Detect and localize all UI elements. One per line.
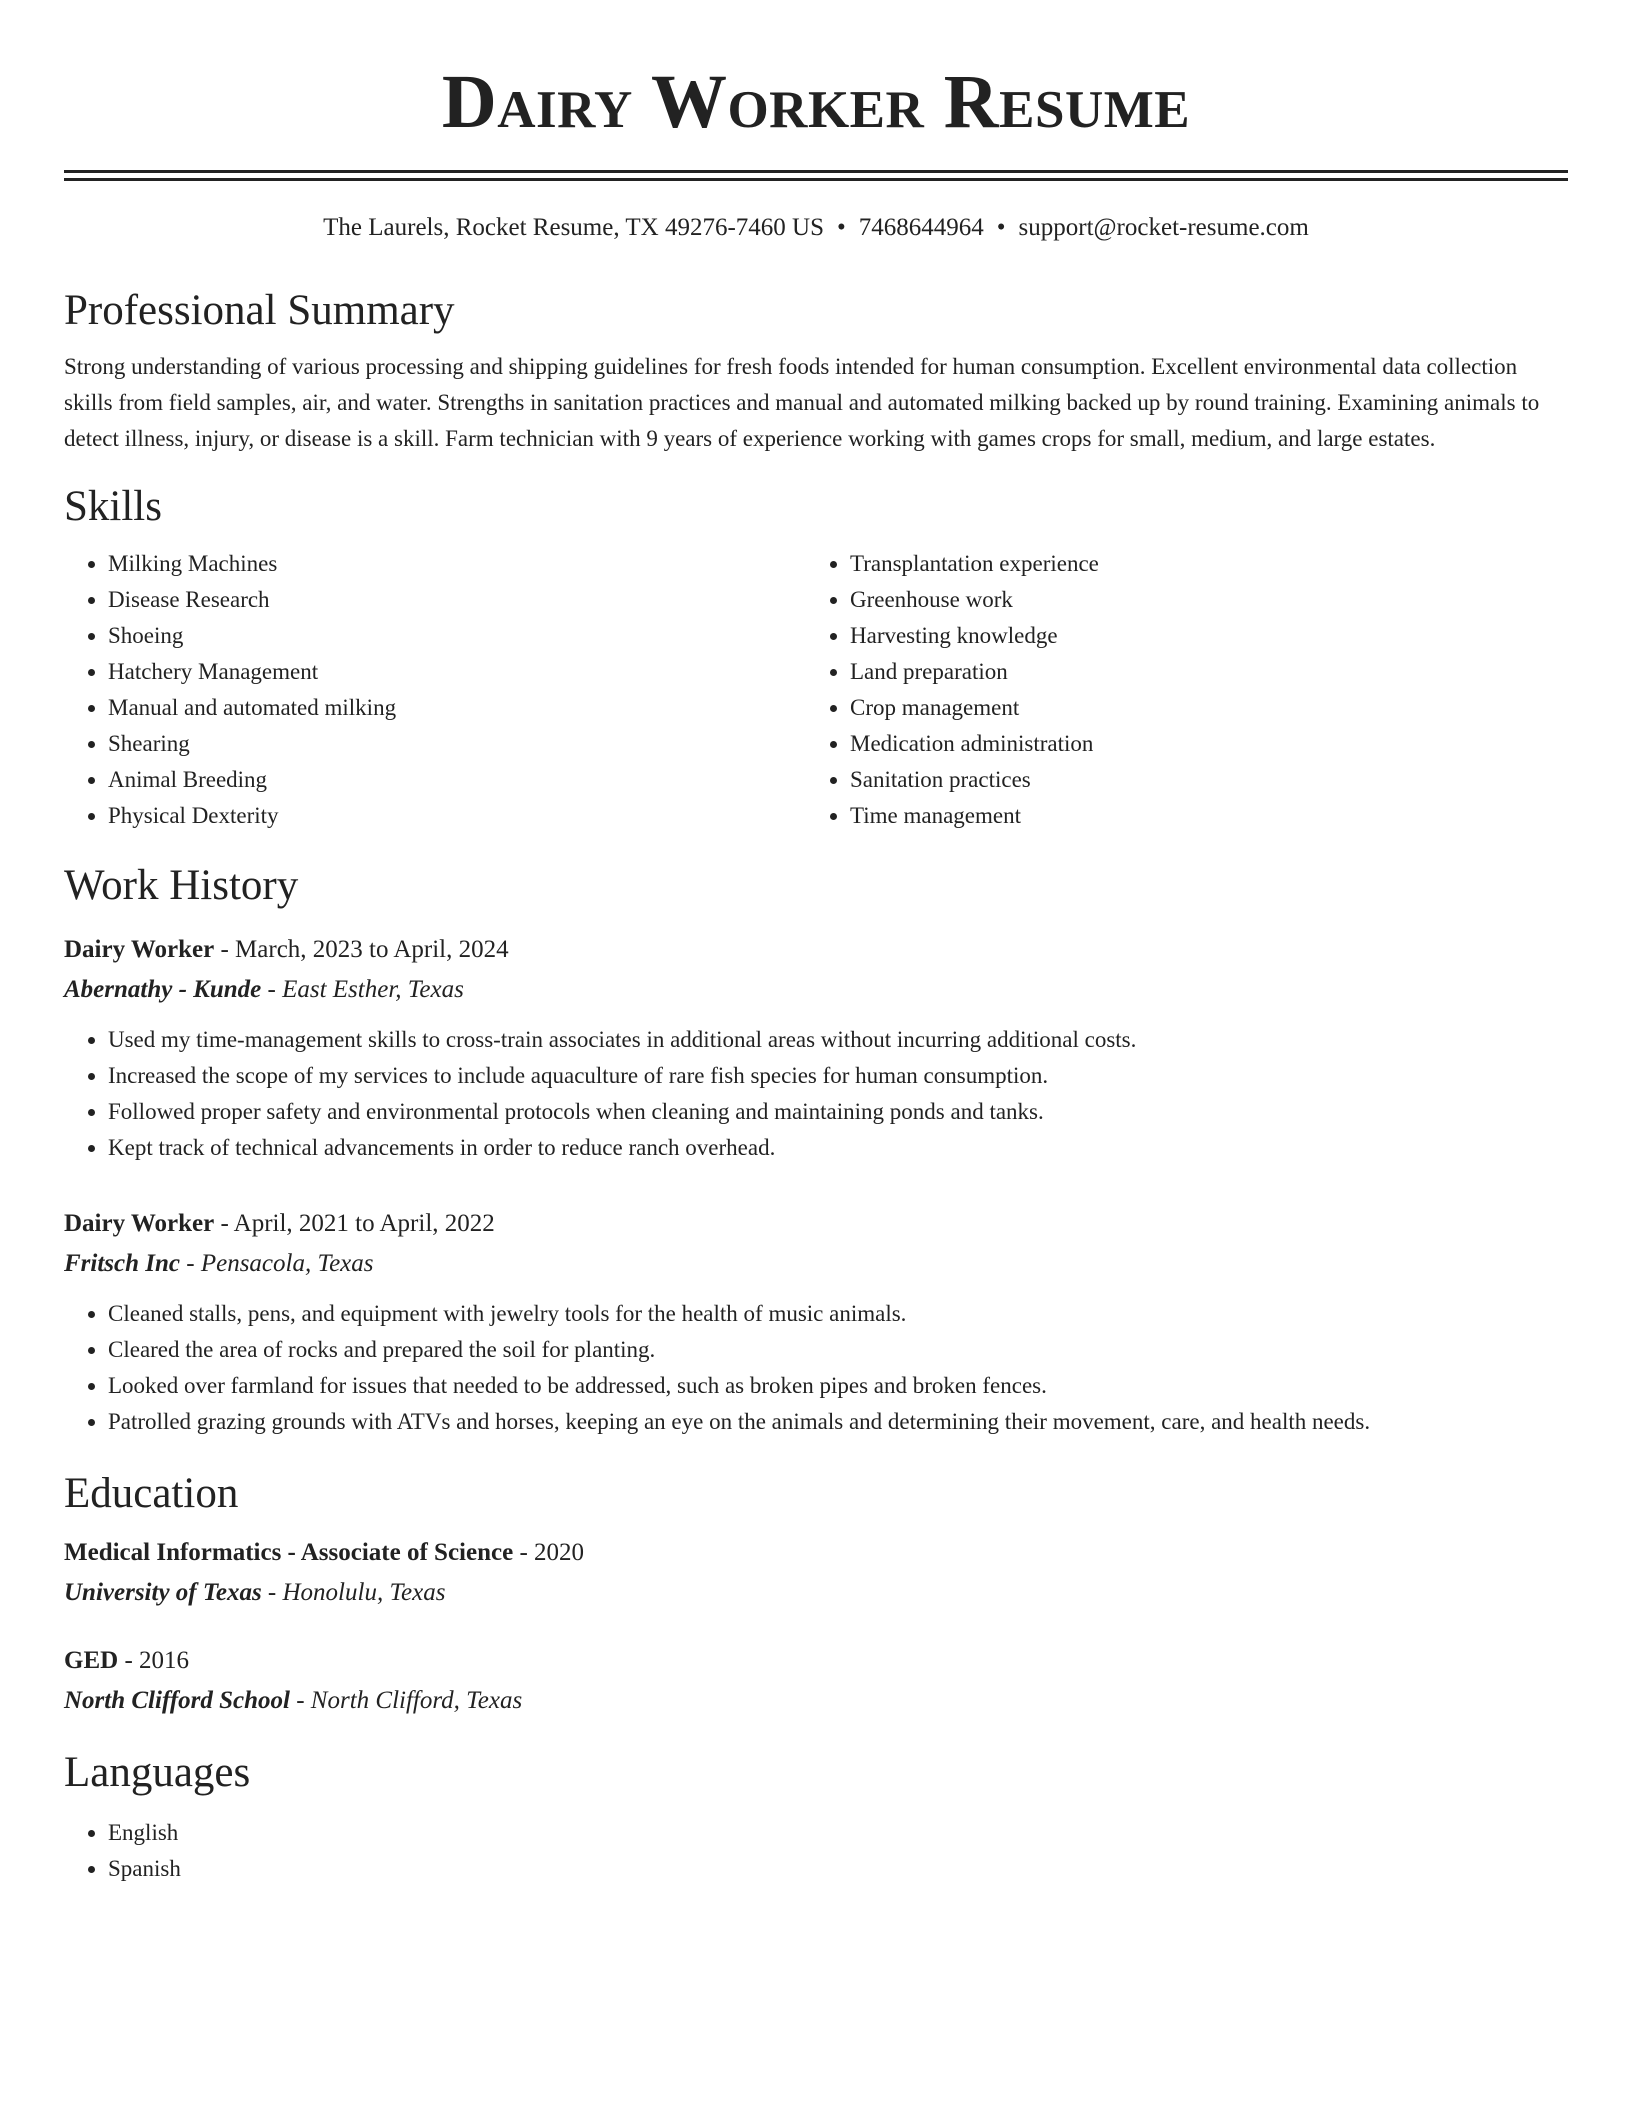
education-heading: Education [64, 1469, 239, 1517]
job-duty-item: • Patrolled grazing grounds with ATVs and horses, keeping an eye on the animals and determining their movement, care, and health needs. [108, 1404, 1568, 1440]
skill-item: • Transplantation experience [850, 546, 1548, 582]
degree: GED [64, 1647, 119, 1675]
contact-separator: • [996, 214, 1006, 241]
degree: Medical Informatics - Associate of Science [64, 1539, 514, 1567]
contact-phone: 7468644964 [858, 214, 984, 241]
job-location: - East Esther, Texas [261, 975, 464, 1003]
skill-item: • Sanitation practices [850, 762, 1548, 798]
job-duty-item: • Increased the scope of my services to include aquaculture of rare fish species for human consumption. [108, 1058, 1568, 1094]
job-company: Fritsch Inc [64, 1249, 181, 1277]
skill-item: • Time management [850, 798, 1548, 834]
skill-item: • Medication administration [850, 726, 1548, 762]
resume-title: Dairy Worker Resume [441, 60, 1191, 144]
skill-item: • Greenhouse work [850, 582, 1548, 618]
skills-column-right [806, 546, 1548, 834]
job-title-line [64, 930, 1568, 970]
language-item: • Spanish [108, 1851, 1568, 1887]
skills-list-left [64, 546, 806, 834]
skill-item: • Hatchery Management [108, 654, 806, 690]
job-duty-item: • Used my time-management skills to cross-train associates in additional areas without incurring additional costs. [108, 1022, 1568, 1058]
languages-section [64, 1747, 1568, 1887]
job-location: - Pensacola, Texas [180, 1249, 374, 1277]
skills-list-right [806, 546, 1548, 834]
education-section [64, 1468, 1568, 1722]
graduation-year: - 2016 [118, 1647, 190, 1675]
skill-item: • Harvesting knowledge [850, 618, 1548, 654]
job-duty-item: • Cleared the area of rocks and prepared the soil for planting. [108, 1332, 1568, 1368]
school-line [64, 1573, 1568, 1613]
job-entry [64, 1204, 1568, 1440]
work-history-section [64, 860, 1568, 1440]
school-location: - Honolulu, Texas [261, 1579, 446, 1607]
language-item: • English [108, 1815, 1568, 1851]
education-entry [64, 1533, 1568, 1613]
work-history-heading: Work History [64, 862, 299, 910]
summary-text: Strong understanding of various processing and shipping guidelines for fresh foods intended for human consumption. Excellent environmental data collection skills from field samples, air, and water. Strengths in sanitation practices and manual and automated milking backed up by round training. Examining animals to detect illness, injury, or disease is a skill. Farm technician with 9 years of experience working with games crops for small, medium, and large estates. [64, 353, 1540, 451]
job-company: Abernathy - Kunde [64, 975, 262, 1003]
job-title: Dairy Worker [64, 935, 215, 963]
job-dates: - April, 2021 to April, 2022 [214, 1209, 495, 1237]
job-duties-list [64, 1296, 1568, 1440]
languages-heading: Languages [64, 1749, 251, 1797]
job-title: Dairy Worker [64, 1209, 215, 1237]
degree-line [64, 1533, 1568, 1573]
skills-column-left [64, 546, 806, 834]
contact-separator: • [837, 214, 846, 241]
skill-item: • Animal Breeding [108, 762, 806, 798]
job-company-line [64, 1244, 1568, 1284]
graduation-year: - 2020 [513, 1539, 585, 1567]
skill-item: • Shearing [108, 726, 806, 762]
school-name: University of Texas [64, 1579, 262, 1607]
job-duty-item: • Looked over farmland for issues that needed to be addressed, such as broken pipes and broken fences. [108, 1368, 1568, 1404]
job-duty-item: • Kept track of technical advancements in order to reduce ranch overhead. [108, 1130, 1568, 1166]
skill-item: • Crop management [850, 690, 1548, 726]
contact-line [64, 213, 1568, 243]
job-duty-item: • Followed proper safety and environmental protocols when cleaning and maintaining ponds and tanks. [108, 1094, 1568, 1130]
skill-item: • Disease Research [108, 582, 806, 618]
summary-heading: Professional Summary [64, 287, 455, 334]
contact-email: support@rocket-resume.com [1018, 214, 1309, 241]
job-company-line [64, 970, 1568, 1010]
skill-item: • Physical Dexterity [108, 798, 806, 834]
skill-item: • Milking Machines [108, 546, 806, 582]
degree-line [64, 1641, 1568, 1681]
education-entry [64, 1641, 1568, 1721]
skills-section [64, 481, 1568, 835]
job-duty-item: • Cleaned stalls, pens, and equipment with jewelry tools for the health of music animals. [108, 1296, 1568, 1332]
job-duties-list [64, 1022, 1568, 1166]
title-divider [64, 170, 1568, 181]
skill-item: • Manual and automated milking [108, 690, 806, 726]
job-entry [64, 930, 1568, 1166]
skills-heading: Skills [64, 482, 162, 530]
skills-columns [64, 546, 1568, 834]
skill-item: • Shoeing [108, 618, 806, 654]
summary-section [64, 285, 1568, 457]
school-line [64, 1681, 1568, 1721]
languages-list [64, 1815, 1568, 1887]
contact-address: The Laurels, Rocket Resume, TX 49276-7460 US [323, 214, 824, 241]
school-location: - North Clifford, Texas [289, 1687, 523, 1715]
job-dates: - March, 2023 to April, 2024 [214, 935, 509, 963]
job-title-line [64, 1204, 1568, 1244]
school-name: North Clifford School [64, 1687, 290, 1715]
skill-item: • Land preparation [850, 654, 1548, 690]
